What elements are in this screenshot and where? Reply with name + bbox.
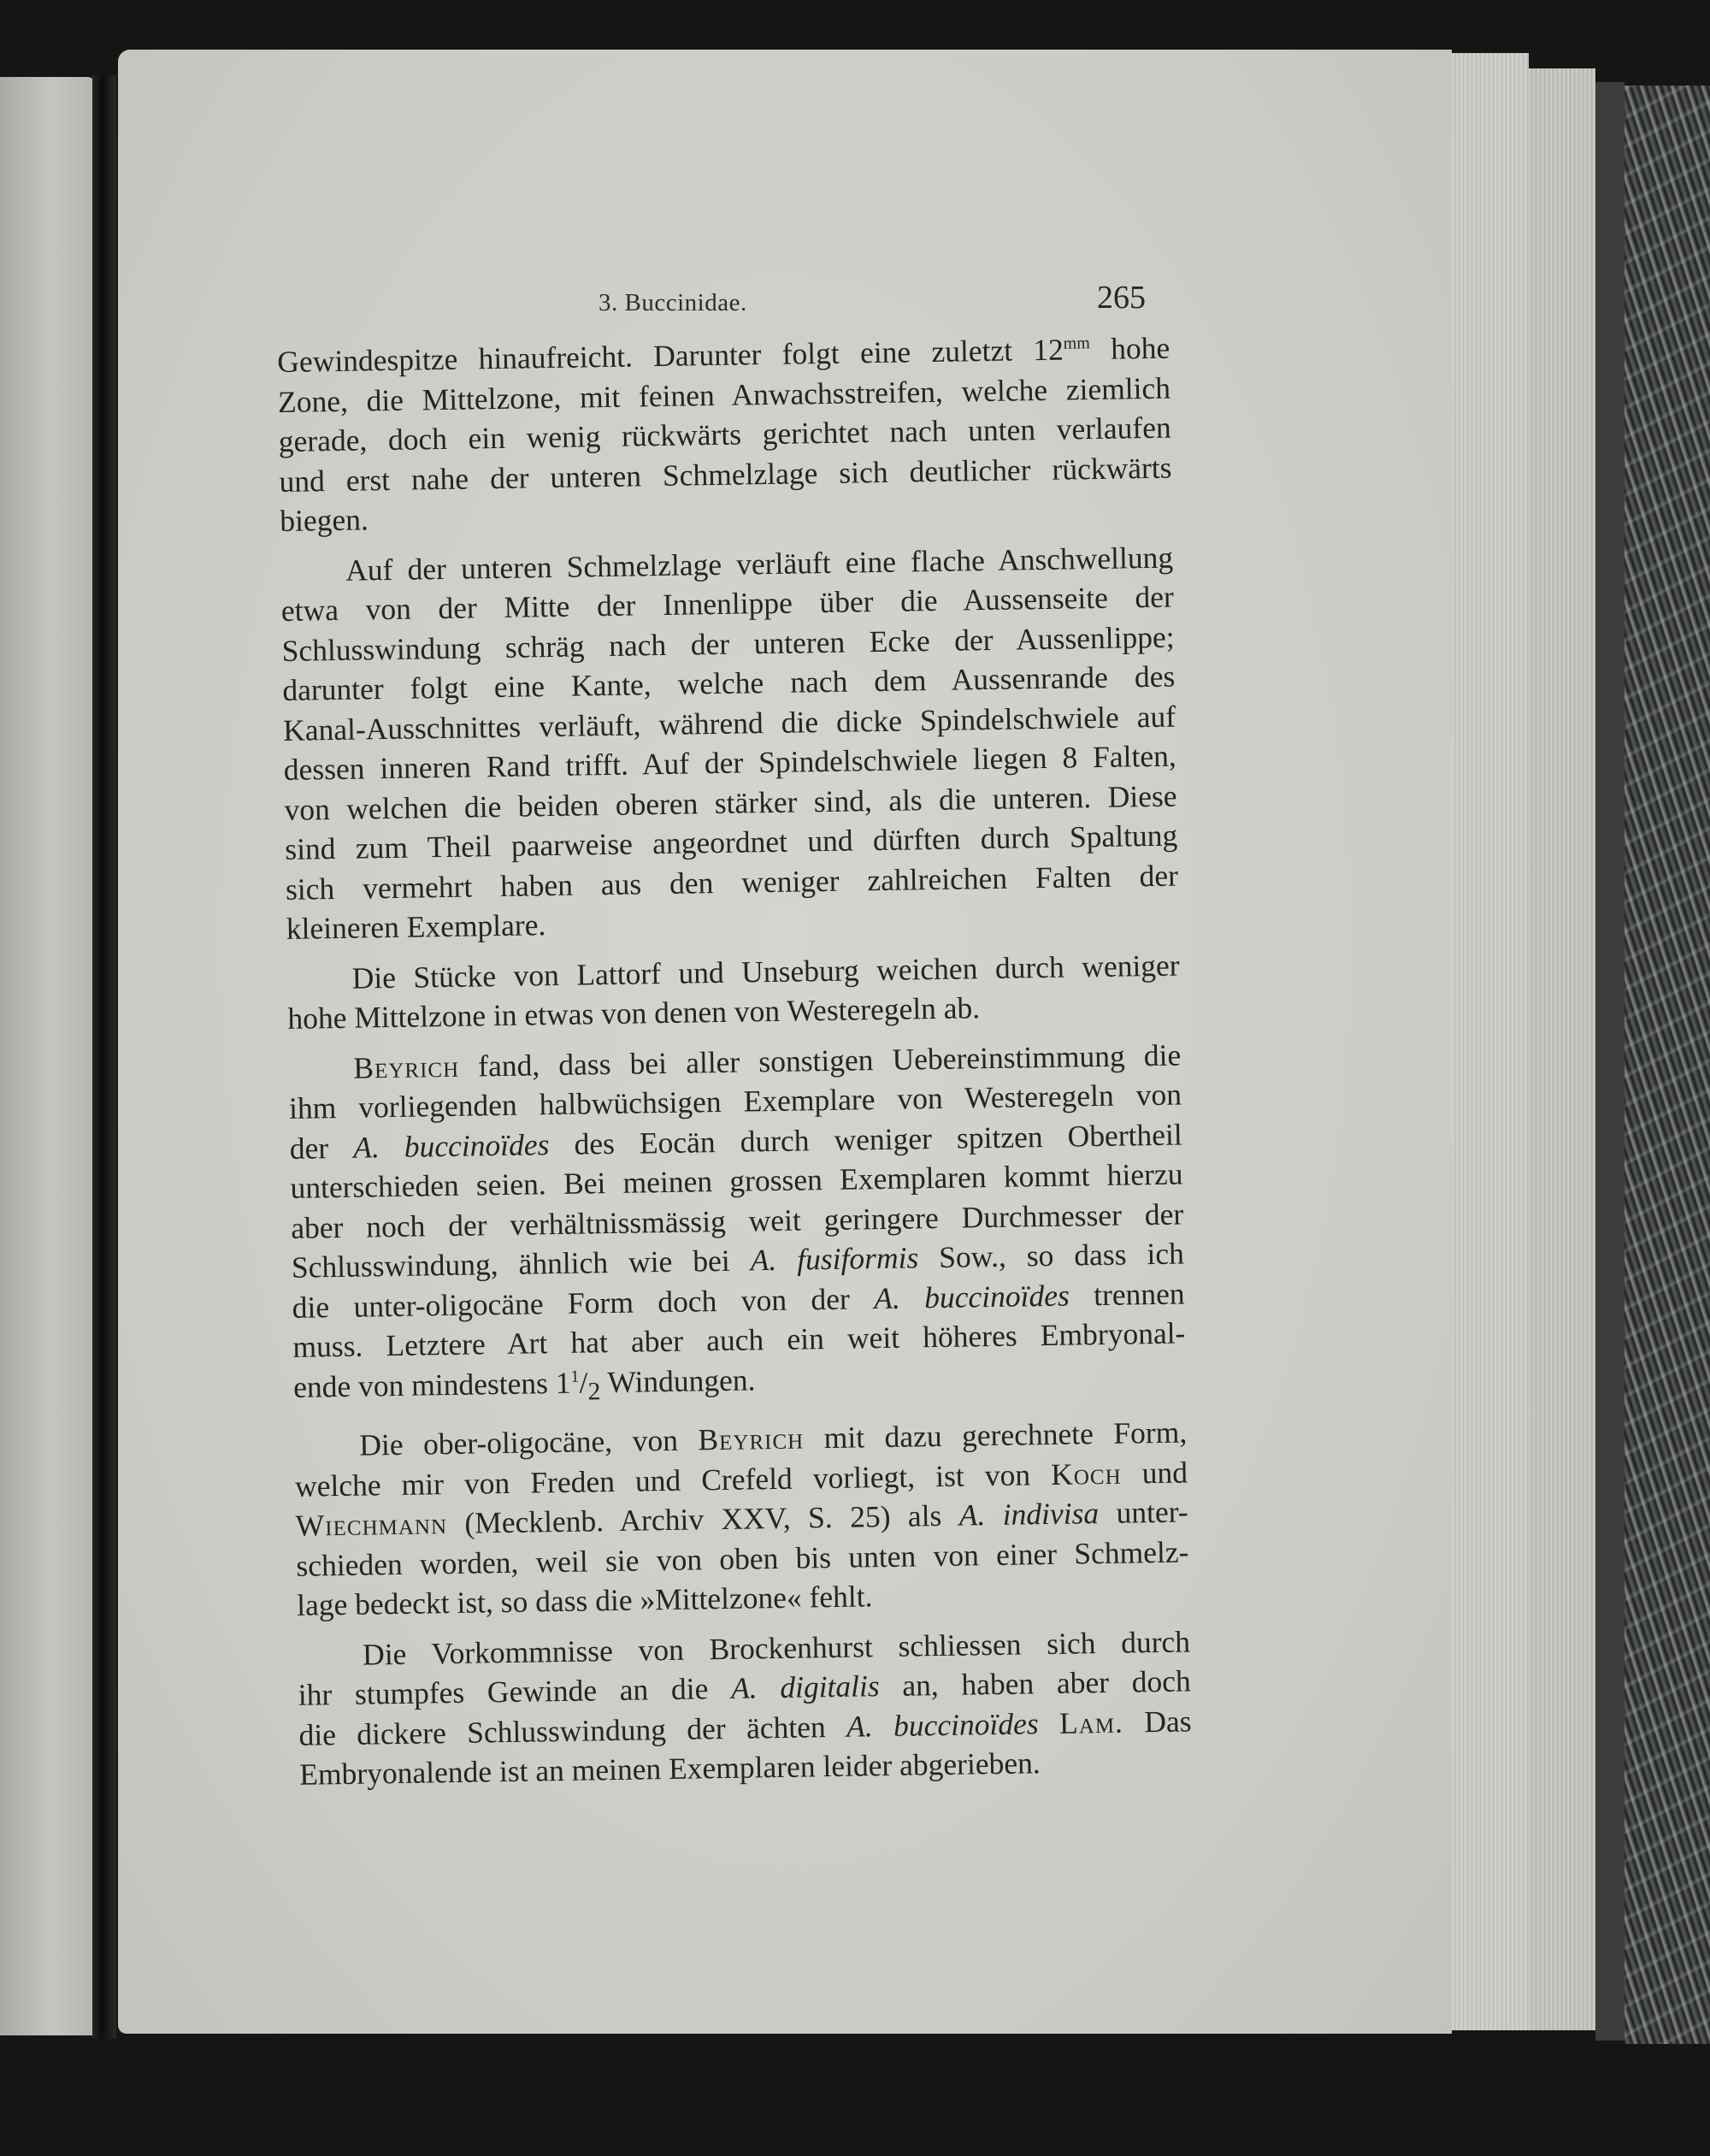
text-line: der A. buccinoïdes des Eocän durch weniger spitzen Obertheil bbox=[289, 1116, 1182, 1166]
author-name: Beyrich bbox=[353, 1048, 460, 1085]
paragraph-6 bbox=[298, 1621, 1193, 1794]
text-line: Zone, die Mittelzone, mit feinen Anwachsstreifen, welche ziemlich bbox=[277, 370, 1171, 419]
author-name: Wiechmann bbox=[295, 1506, 448, 1543]
species-name: A. buccinoïdes bbox=[352, 1126, 550, 1165]
page-number: 265 bbox=[1097, 280, 1146, 316]
species-name: A. indivisa bbox=[958, 1496, 1100, 1533]
text-line: Beyrich fand, dass bei aller sonstigen Uebereinstimmung die bbox=[353, 1037, 1182, 1085]
text-line: welche mir von Freden und Crefeld vorliegt, ist von Koch und bbox=[294, 1455, 1188, 1503]
text-line: aber noch der verhältnissmässig weit geringere Durchmesser der bbox=[290, 1196, 1184, 1245]
text-line: Kanal-Ausschnittes verläuft, während die dicke Spindelschwiele auf bbox=[282, 699, 1176, 747]
species-name: A. buccinoïdes bbox=[873, 1278, 1070, 1315]
marbled-cover bbox=[1624, 86, 1710, 2044]
text-line: ihr stumpfes Gewinde an die A. digitalis an, haben aber doch bbox=[298, 1663, 1192, 1712]
left-page-edge bbox=[0, 77, 96, 2035]
text-line: sind zum Theil paarweise angeordnet und dürften durch Spaltung bbox=[285, 818, 1178, 866]
paragraph-3 bbox=[286, 945, 1180, 1038]
text-line: etwa von der Mitte der Innenlippe über die Aussenseite der bbox=[280, 579, 1175, 628]
text-line: ende von mindestens $1^1/_2$ Windungen. bbox=[292, 1362, 756, 1406]
text-line: gerade, doch ein wenig rückwärts gerichtet nach unten verlaufen bbox=[278, 410, 1172, 458]
author-name: Lam. bbox=[1058, 1704, 1124, 1740]
text-line: die unter-oligocäne Form doch von der A. buccinoïdes trennen bbox=[292, 1275, 1185, 1325]
text-line: und erst nahe der unteren Schmelzlage sich deutlicher rückwärts bbox=[279, 450, 1172, 499]
text-line: darunter folgt eine Kante, welche nach dem Aussenrande des bbox=[282, 659, 1176, 707]
text-line: schieden worden, weil sie von oben bis unten von einer Schmelz- bbox=[296, 1534, 1189, 1583]
species-name: A. digitalis bbox=[730, 1669, 880, 1705]
text-line: Die ober-oligocäne, von Beyrich mit dazu gerechnete Form, bbox=[358, 1415, 1188, 1462]
text-line: hohe Mittelzone in etwas von denen von Westeregeln ab. bbox=[287, 990, 981, 1036]
text-line: Embryonalende ist an meinen Exemplaren leider abgerieben. bbox=[298, 1745, 1041, 1792]
text-line: Schlusswindung, ähnlich wie bei A. fusiformis Sow., so dass ich bbox=[291, 1236, 1185, 1285]
species-name: A. fusiformis bbox=[750, 1240, 919, 1278]
text-line: Gewindespitze hinaufreicht. Darunter folgt eine zuletzt $12^{mm}$ hohe bbox=[277, 330, 1170, 379]
text-line: kleineren Exemplare. bbox=[286, 907, 546, 946]
text-line: die dickere Schlusswindung der ächten A. buccinoïdes Lam. Das bbox=[298, 1703, 1192, 1752]
text-line: Wiechmann (Mecklenb. Archiv XXV, S. 25) als A. indivisa unter- bbox=[295, 1494, 1188, 1543]
page-stack-edge bbox=[1452, 53, 1529, 2030]
text-line: Die Vorkommnisse von Brockenhurst schliessen sich durch bbox=[362, 1624, 1191, 1672]
author-name: Koch bbox=[1050, 1456, 1122, 1491]
text-line: sich vermehrt haben aus den weniger zahlreichen Falten der bbox=[285, 858, 1179, 907]
cover-board-edge bbox=[1595, 82, 1624, 2041]
text-line: Schlusswindung schräg nach der unteren Ecke der Aussenlippe; bbox=[281, 619, 1175, 668]
text-line: biegen. bbox=[279, 502, 369, 538]
text-line: ihm vorliegenden halbwüchsigen Exemplare von Westeregeln von bbox=[288, 1077, 1182, 1125]
paragraph-2 bbox=[280, 537, 1179, 948]
paragraph-1 bbox=[277, 328, 1173, 541]
fraction-numerator: 1 bbox=[570, 1367, 580, 1386]
text-line: dessen inneren Rand trifft. Auf der Spindelschwiele liegen 8 Falten, bbox=[283, 738, 1177, 787]
paragraph-5 bbox=[294, 1413, 1190, 1626]
author-name: Beyrich bbox=[698, 1421, 805, 1457]
text-line: von welchen die beiden oberen stärker sind, als die unteren. Diese bbox=[284, 778, 1177, 827]
text-line: Die Stücke von Lattorf und Unseburg weichen durch weniger bbox=[351, 948, 1180, 995]
running-header: 3. Buccinidae. bbox=[598, 289, 747, 316]
paragraph-4 bbox=[288, 1035, 1187, 1416]
body-text bbox=[277, 328, 1193, 1805]
text-line: muss. Letztere Art hat aber auch ein weit höheres Embryonal- bbox=[292, 1315, 1186, 1364]
book-gutter bbox=[92, 75, 116, 2039]
text-line: lage bedeckt ist, so dass die »Mittelzone« fehlt. bbox=[296, 1579, 873, 1622]
species-name: A. buccinoïdes bbox=[846, 1705, 1039, 1744]
text-line: unterschieden seien. Bei meinen grossen Exemplaren kommt hierzu bbox=[290, 1156, 1183, 1205]
fraction-denominator: 2 bbox=[587, 1377, 601, 1406]
page-stack-edge-outer bbox=[1529, 68, 1595, 2030]
text-line: Auf der unteren Schmelzlage verläuft eine flache Anschwellung bbox=[345, 540, 1174, 588]
